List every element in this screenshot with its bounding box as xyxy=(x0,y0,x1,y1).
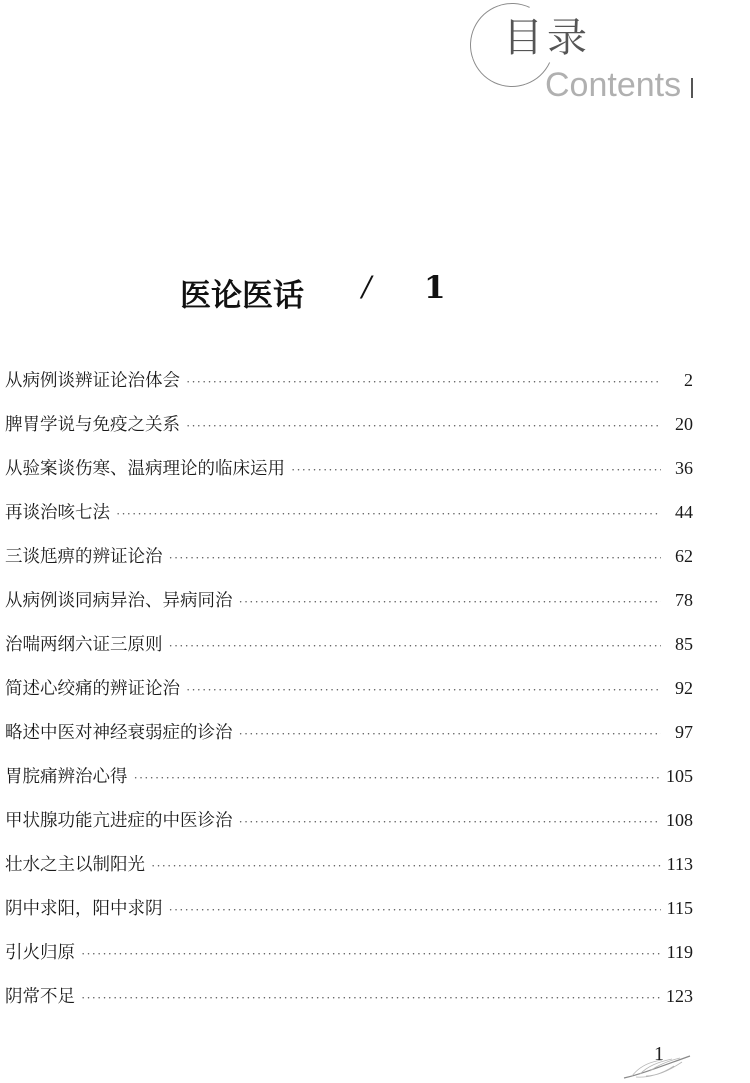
toc-entry-page: 78 xyxy=(675,590,693,610)
toc-entry[interactable] xyxy=(5,930,693,974)
toc-entry-title: 壮水之主以制阳光 xyxy=(5,855,145,875)
toc-entry-title: 引火归原 xyxy=(5,943,75,963)
toc-entry-page: 108 xyxy=(666,810,693,830)
toc-entry[interactable] xyxy=(5,886,693,930)
toc-entry-page: 36 xyxy=(675,458,693,478)
toc-entry[interactable] xyxy=(5,402,693,446)
toc-entry[interactable] xyxy=(5,622,693,666)
toc-entry-page: 97 xyxy=(675,722,693,742)
toc-entry-title: 甲状腺功能亢进症的中医诊治 xyxy=(5,811,233,831)
section-page: 1 xyxy=(424,270,446,306)
toc-entry[interactable] xyxy=(5,578,693,622)
toc-entry[interactable] xyxy=(5,798,693,842)
dot-leader xyxy=(169,624,662,668)
toc-entry-title: 阴常不足 xyxy=(5,987,75,1007)
toc-list xyxy=(5,358,693,1018)
page-title: 目录 xyxy=(503,15,591,61)
toc-entry[interactable] xyxy=(5,666,693,710)
toc-entry-page: 92 xyxy=(675,678,693,698)
toc-entry-title: 从病例谈辨证论治体会 xyxy=(5,371,180,391)
toc-entry-title: 治喘两纲六证三原则 xyxy=(5,635,163,655)
section-separator: / xyxy=(362,270,372,303)
toc-entry-page: 85 xyxy=(675,634,693,654)
dot-leader xyxy=(134,756,661,800)
page-number: 1 xyxy=(654,1043,664,1065)
dot-leader xyxy=(81,932,661,976)
dot-leader xyxy=(169,888,661,932)
toc-entry-title: 脾胃学说与免疫之关系 xyxy=(5,415,180,435)
dot-leader xyxy=(291,448,661,492)
toc-entry-title: 从验案谈伤寒、温病理论的临床运用 xyxy=(5,459,285,479)
dot-leader xyxy=(186,668,661,712)
toc-entry-page: 20 xyxy=(675,414,693,434)
toc-entry[interactable] xyxy=(5,490,693,534)
toc-entry-title: 略述中医对神经衰弱症的诊治 xyxy=(5,723,233,743)
dot-leader xyxy=(186,360,661,404)
toc-entry-title: 再谈治咳七法 xyxy=(5,503,110,523)
dot-leader xyxy=(186,404,661,448)
dot-leader xyxy=(116,492,661,536)
toc-entry-page: 119 xyxy=(666,942,693,962)
dot-leader xyxy=(169,536,662,580)
page-subtitle: Contents xyxy=(545,66,682,104)
toc-entry[interactable] xyxy=(5,754,693,798)
toc-entry-title: 胃脘痛辨治心得 xyxy=(5,767,128,787)
dot-leader xyxy=(239,712,662,756)
toc-entry[interactable] xyxy=(5,534,693,578)
toc-entry[interactable] xyxy=(5,710,693,754)
toc-entry-title: 阴中求阳，阳中求阴 xyxy=(5,899,163,919)
toc-entry[interactable] xyxy=(5,974,693,1018)
toc-entry-page: 2 xyxy=(684,370,693,390)
dot-leader xyxy=(151,844,661,888)
toc-entry-title: 三谈尪痹的辨证论治 xyxy=(5,547,163,567)
dot-leader xyxy=(239,800,661,844)
toc-entry-page: 44 xyxy=(675,502,693,522)
toc-entry-page: 62 xyxy=(675,546,693,566)
dot-leader xyxy=(239,580,662,624)
toc-entry[interactable] xyxy=(5,358,693,402)
section-title: 医论医话 xyxy=(180,278,304,314)
toc-entry-title: 从病例谈同病异治、异病同治 xyxy=(5,591,233,611)
toc-entry[interactable] xyxy=(5,842,693,886)
toc-entry-page: 115 xyxy=(666,898,693,918)
toc-entry-page: 113 xyxy=(666,854,693,874)
toc-entry-title: 简述心绞痛的辨证论治 xyxy=(5,679,180,699)
toc-entry-page: 123 xyxy=(666,986,693,1006)
toc-entry-page: 105 xyxy=(666,766,693,786)
dot-leader xyxy=(81,976,660,1020)
header-bar-decoration xyxy=(691,78,693,98)
toc-entry[interactable] xyxy=(5,446,693,490)
